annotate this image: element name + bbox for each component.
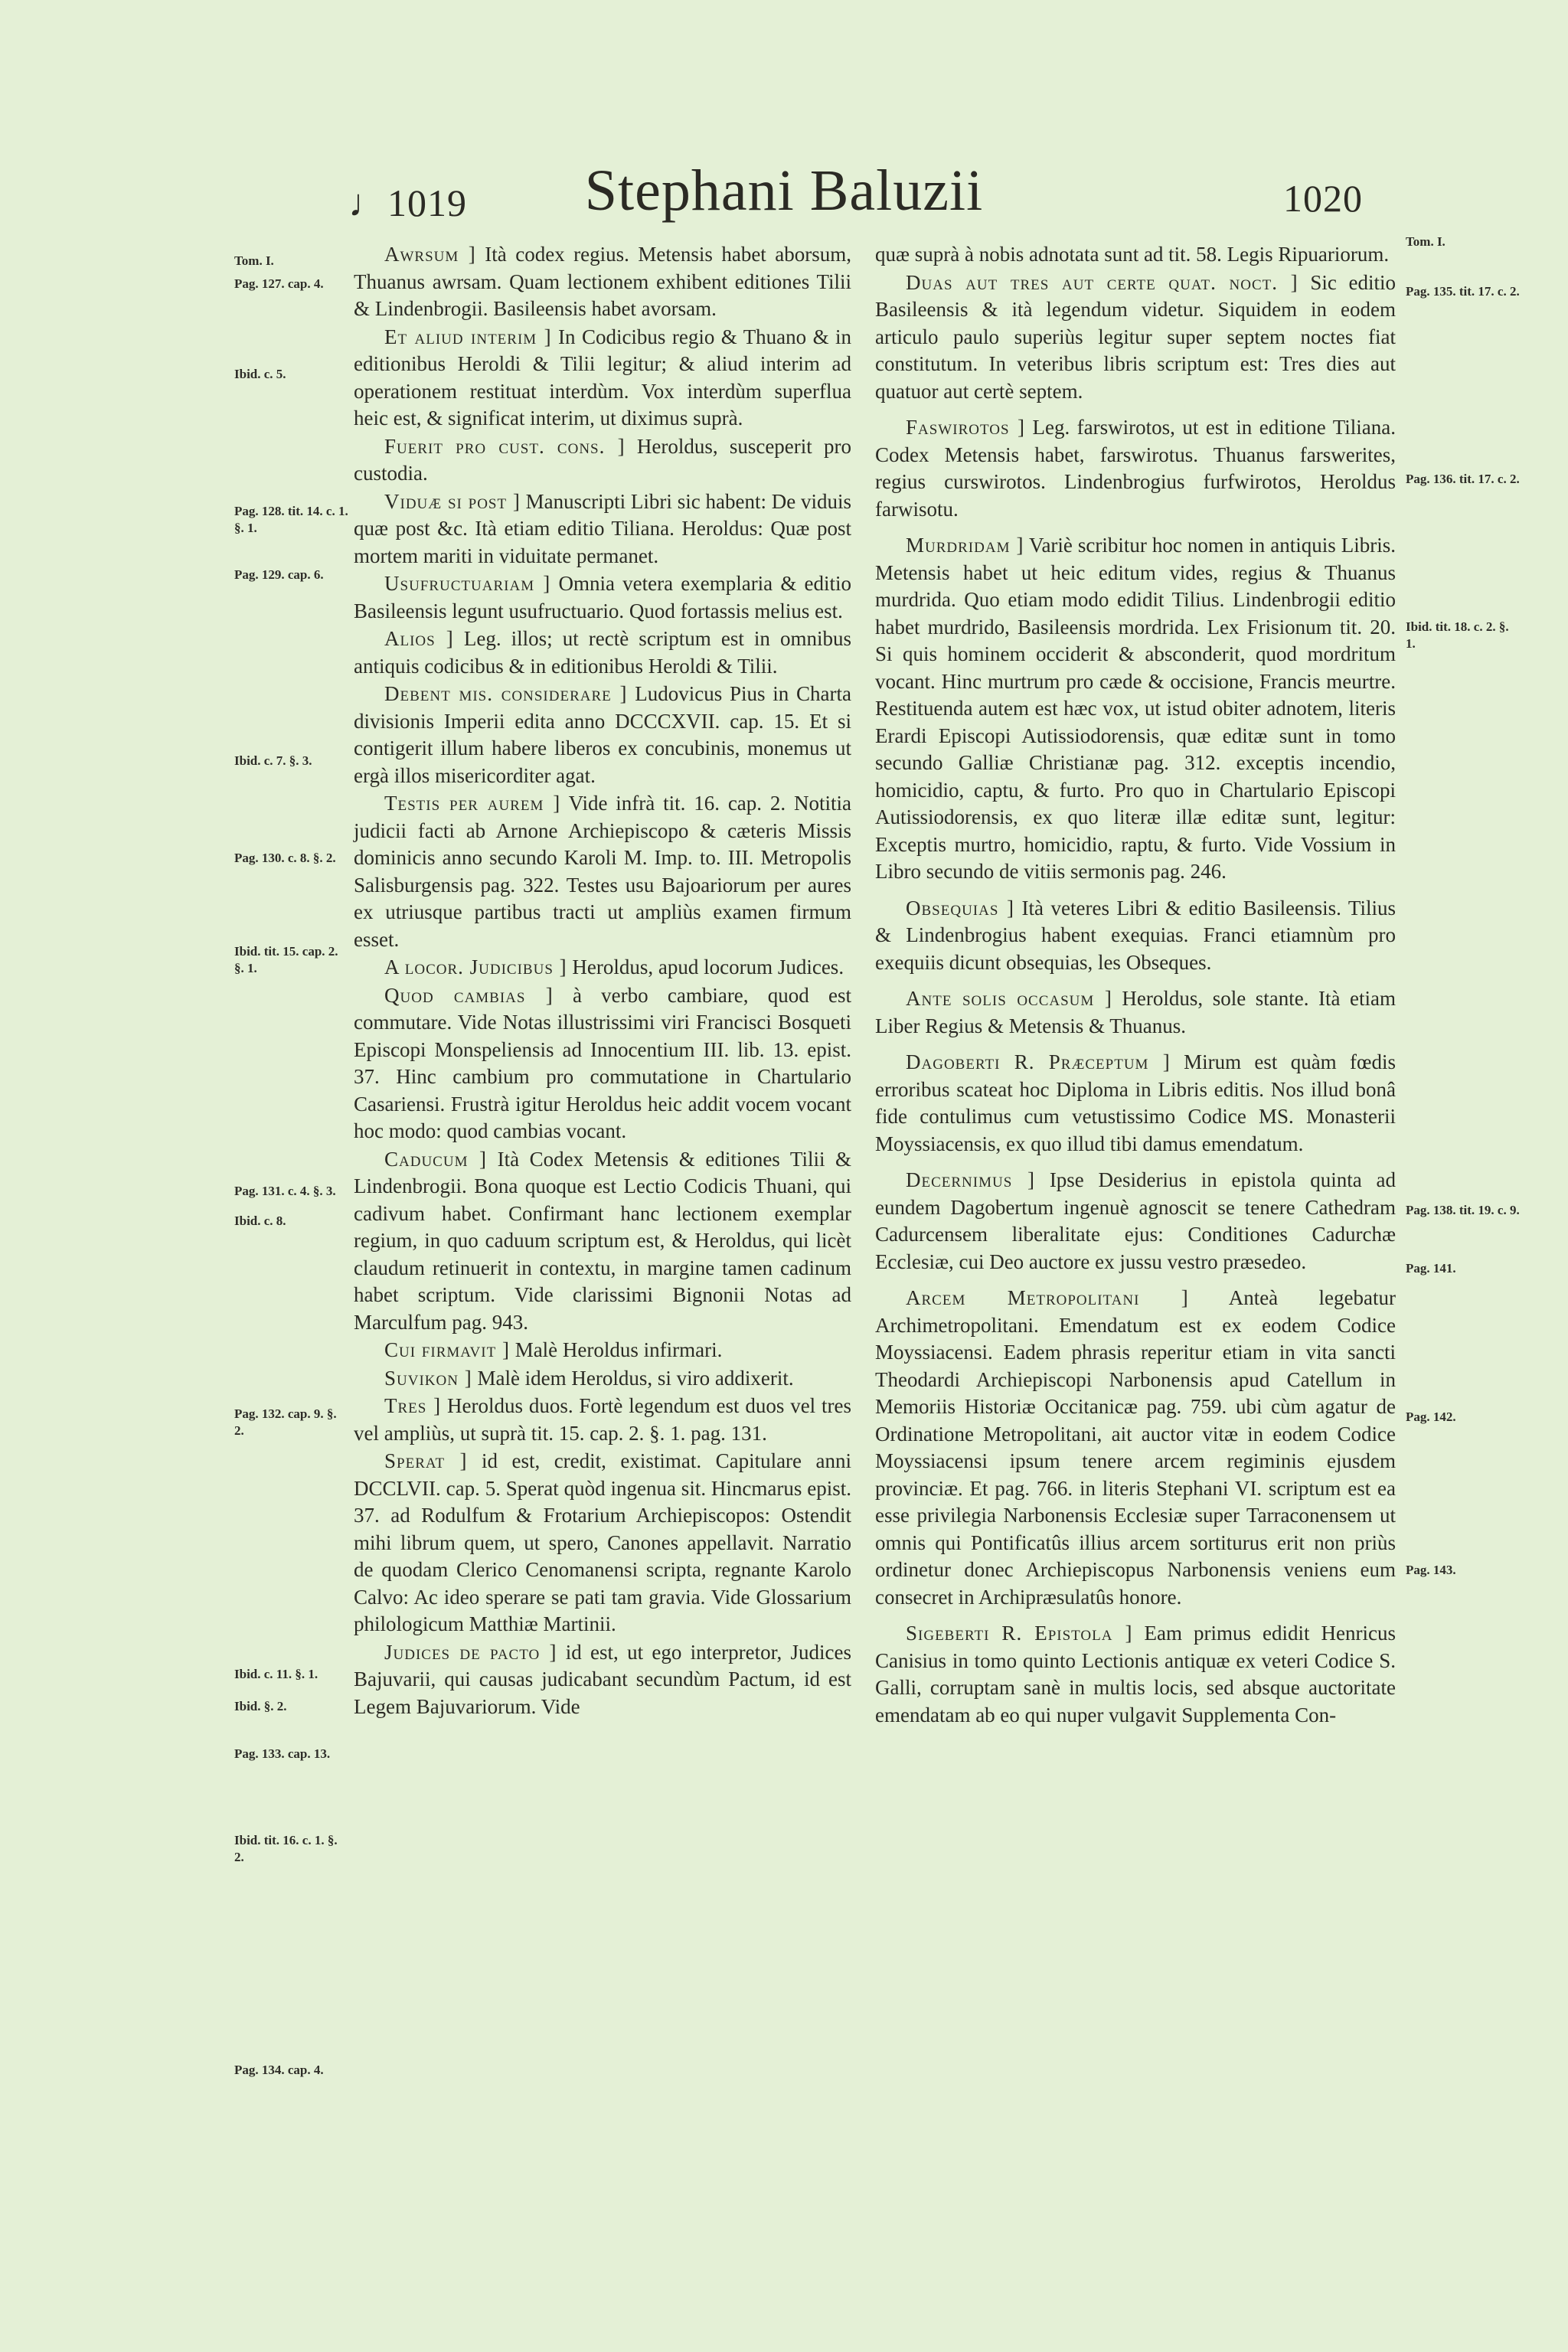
note-text: Heroldus, susceperit pro custodia. xyxy=(354,434,852,485)
lemma: Debent mis. considerare ] xyxy=(384,682,628,705)
margin-note: Tom. I. xyxy=(234,253,274,268)
note-text: Heroldus duos. Fortè legendum est duos vel tres vel ampliùs, ut suprà tit. 15. cap. 2. §. 1. pag. 131. xyxy=(354,1394,851,1445)
note-entry xyxy=(875,241,1396,269)
lemma: Alios ] xyxy=(384,627,454,650)
note-entry xyxy=(875,1620,1396,1729)
lemma: Arcem Metropolitani ] xyxy=(906,1286,1189,1309)
lemma: Cui firmavit ] xyxy=(384,1338,510,1361)
lemma: Obsequias ] xyxy=(906,896,1014,920)
margin-note: Ibid. §. 2. xyxy=(234,1699,287,1713)
note-entry xyxy=(354,324,851,433)
note-entry xyxy=(354,241,851,323)
note-entry xyxy=(354,1146,851,1337)
note-text: Leg. farswirotos, ut est in editione Tiliana. Codex Metensis habet, farswirotus. Thuanus farswerites, regius curswirotos. Lindenbrogius furfwirotos, Heroldus farwisotu. xyxy=(875,416,1396,521)
lemma: Decernimus ] xyxy=(906,1168,1036,1191)
note-entry xyxy=(875,414,1396,523)
note-entry xyxy=(354,433,851,488)
page-number-right: 1020 xyxy=(1283,177,1363,220)
lemma: Faswirotos ] xyxy=(906,416,1025,439)
lemma: Sigeberti R. Epistola ] xyxy=(906,1622,1133,1645)
margin-note: Ibid. c. 7. §. 3. xyxy=(234,753,312,768)
margin-note: Ibid. c. 11. §. 1. xyxy=(234,1667,318,1681)
lemma: Ante solis occasum ] xyxy=(906,987,1112,1010)
lemma: Testis per aurem ] xyxy=(384,792,561,815)
note-text: Anteà legebatur Archimetropolitani. Emendatum est ex eodem Codice Moyssiacensi. Eadem phrasis reperitur etiam in vita sancti Theodardi Archiepiscopi Narbonensis apud Catellum in Memoriis Historiæ Occitanicæ pag. 759. ubi cùm agatur de Ordinatione Metropolitani, ait auctor vitæ in eodem Codice Moyssiacensi ipsum tenere arcem regiminis ejusdem provinciæ. Et pag. 766. in literis Stephani VI. scriptum est ea esse privilegia Narbonensis Ecclesiæ super Tarraconensem ut omnis qui Pontificatûs illius arcem sortiturus erit non priùs ordinetur donec Archiepiscopus Narbonensis veniens eum consecret in Archipræsulatûs honore. xyxy=(875,1286,1396,1609)
margin-note: Pag. 138. tit. 19. c. 9. xyxy=(1406,1203,1520,1217)
lemma: Awrsum ] xyxy=(384,243,476,266)
lemma: A locor. Judicibus ] xyxy=(384,956,567,978)
lemma: Judices de pacto ] xyxy=(384,1640,557,1664)
margin-note: Pag. 142. xyxy=(1406,1410,1456,1424)
note-entry xyxy=(354,954,851,982)
margin-note: Pag. 131. c. 4. §. 3. xyxy=(234,1184,336,1198)
note-entry xyxy=(354,1337,851,1364)
lemma: Quod cambias ] xyxy=(384,983,554,1007)
margin-note: Pag. 129. cap. 6. xyxy=(234,567,324,582)
lemma: Usufructuariam ] xyxy=(384,572,551,595)
note-entry xyxy=(354,1639,851,1721)
lemma: Et aliud interim ] xyxy=(384,325,552,348)
margin-note: Pag. 127. cap. 4. xyxy=(234,276,324,291)
lemma: Duas aut tres aut certe quat. noct. ] xyxy=(906,270,1298,294)
margin-note: Ibid. tit. 16. c. 1. §. 2. xyxy=(234,1833,338,1864)
note-text: Heroldus, apud locorum Judices. xyxy=(572,956,844,978)
note-entry xyxy=(875,985,1396,1040)
note-entry xyxy=(875,270,1396,406)
text-column-right xyxy=(875,241,1396,1730)
note-text: id est, ut ego interpretor, Judices Bajuvarii, qui causas judicabant secundùm Pactum, id est Legem Bajuvariorum. Vide xyxy=(354,1640,851,1718)
note-text: Malè idem Heroldus, si viro addixerit. xyxy=(477,1366,794,1390)
note-text: Ipse Desiderius in epistola quinta ad eundem Dagobertum ingenuè agnoscit se tenere Cathedram Cadurcensem liberalitate ejus: Conditiones Cadurchæ Ecclesiæ, cui Deo auctore ex jussu vestro præsedeo. xyxy=(875,1168,1396,1273)
note-entry xyxy=(354,1393,851,1447)
note-text: Malè Heroldus infirmari. xyxy=(514,1338,723,1361)
note-text: Omnia vetera exemplaria & editio Basileensis legunt usufructuario. Quod fortassis melius est. xyxy=(354,572,852,622)
text-column-left xyxy=(354,241,851,1721)
note-entry xyxy=(354,626,851,680)
note-text: id est, credit, existimat. Capitulare anni DCCLVII. cap. 5. Sperat quòd ingenua sit. Hincmarus epist. 37. ad Rodulfum & Frotarium Archiepiscopos: Ostendit mihi librum quem, ut spero, Canones appellavit. Narratio de quodam Clerico Cenomanensi scripta, regnante Karolo Calvo: Ac ideo sperare se pati tam gravia. Vide Glossarium philologicum Matthiæ Martinii. xyxy=(354,1449,851,1635)
note-entry xyxy=(354,1365,851,1393)
margin-note: Pag. 134. cap. 4. xyxy=(234,2063,324,2077)
note-text: Eam primus edidit Henricus Canisius in tomo quinto Lectionis antiquæ ex veteri Codice S. Galli, corruptam sanè in multis locis, sed absque auctoritate emendatam ab eo qui nuper vulgavit Supplementa Con- xyxy=(875,1622,1396,1726)
note-text: Vide infrà tit. 16. cap. 2. Notitia judicii facti ab Arnone Archiepiscopo & cæteris Missis dominicis anno secundo Karoli M. Imp. to. III. Metropolis Salisburgensis pag. 322. Testes usu Bajoariorum per aures ex utriusque partibus tracti ut ampliùs examen firmum esset. xyxy=(354,792,851,951)
note-entry xyxy=(354,570,851,625)
note-entry xyxy=(354,1448,851,1638)
margin-note: Pag. 130. c. 8. §. 2. xyxy=(234,851,336,865)
margin-note: Ibid. c. 8. xyxy=(234,1214,286,1228)
note-text: Mirum est quàm fœdis erroribus scateat hoc Diploma in Libris editis. Nos illud bonâ fide contulimus cum vetustissimo Codice MS. Monasterii Moyssiacensis, ex quo illud tibi damus emendatum. xyxy=(875,1050,1396,1155)
page-number-left: ♩1019 xyxy=(348,181,467,224)
note-entry xyxy=(354,982,851,1145)
margin-note: Tom. I. xyxy=(1406,234,1446,249)
note-text: In Codicibus regio & Thuano & in editionibus Heroldi & Tilii legitur; & aliud interim ad operationem restituat interdùm. Vox interdùm superflua heic est, & significat interim, ut diximus suprà. xyxy=(354,325,852,430)
lemma: Suvikon ] xyxy=(384,1366,472,1390)
note-entry xyxy=(354,488,851,570)
lemma: Caducum ] xyxy=(384,1147,488,1171)
note-text: Ità Codex Metensis & editiones Tilii & Lindenbrogii. Bona quoque est Lectio Codicis Thuani, qui cadivum habet. Confirmant hanc lectionem exemplar regium, in quo caduum scriptum est, & Heroldus, qui licèt claudum retinuerit in contextu, in margine tamen cadinum habet scriptum. Vide clarissimi Bignonii Notas ad Marculfum pag. 943. xyxy=(354,1147,852,1334)
page-header xyxy=(0,153,1568,237)
margin-note: Pag. 143. xyxy=(1406,1563,1456,1577)
margin-note: Ibid. c. 5. xyxy=(234,367,286,381)
note-text: Ludovicus Pius in Charta divisionis Imperii edita anno DCCCXVII. cap. 15. Et si contigerit illum habere liberos ex concubinis, monemus ut ergà illos misericorditer agat. xyxy=(354,682,852,787)
note-text: à verbo cambiare, quod est commutare. Vide Notas illustrissimi viri Francisci Bosqueti Episcopi Monspeliensis ad Innocentium III. lib. 13. epist. 37. Hinc cambium pro commutatione in Chartulario Casariensi. Frustrà igitur Heroldus heic addit vocem vocant hoc modo: quod cambias vocant. xyxy=(354,983,851,1142)
note-text: Ità codex regius. Metensis habet aborsum, Thuanus awrsam. Quam lectionem exhibent editiones Tilii & Lindenbrogii. Basileensis habet avorsam. xyxy=(354,243,852,320)
note-text: Ità veteres Libri & editio Basileensis. Tilius & Lindenbrogius habent exequias. Franci etiamnùm pro exequiis dicunt obsequias, les Obseques. xyxy=(875,896,1396,974)
note-text: Heroldus, sole stante. Ità etiam Liber Regius & Metensis & Thuanus. xyxy=(875,987,1396,1037)
lemma: Murdridam ] xyxy=(906,534,1024,557)
note-text: Leg. illos; ut rectè scriptum est in omnibus antiquis codicibus & in editionibus Heroldi & Tilii. xyxy=(354,627,851,678)
lemma: Fuerit pro cust. cons. ] xyxy=(384,434,626,458)
margin-note: Pag. 128. tit. 14. c. 1. §. 1. xyxy=(234,504,348,535)
margin-note: Pag. 135. tit. 17. c. 2. xyxy=(1406,284,1520,299)
note-entry xyxy=(875,1285,1396,1611)
note-entry xyxy=(354,681,851,789)
margin-note: Pag. 141. xyxy=(1406,1261,1456,1276)
lemma: Tres ] xyxy=(384,1394,442,1417)
note-text: quæ suprà à nobis adnotata sunt ad tit. 58. Legis Ripuariorum. xyxy=(875,243,1390,266)
lemma: Dagoberti R. Præceptum ] xyxy=(906,1050,1171,1073)
margin-note: Ibid. tit. 15. cap. 2. §. 1. xyxy=(234,944,338,975)
margin-note: Pag. 132. cap. 9. §. 2. xyxy=(234,1406,337,1438)
note-text: Manuscripti Libri sic habent: De viduis quæ post &c. Ità etiam editio Tiliana. Heroldus: Quæ post mortem mariti in viduitate permanet. xyxy=(354,489,852,567)
margin-note: Pag. 136. tit. 17. c. 2. xyxy=(1406,472,1520,486)
note-text: Variè scribitur hoc nomen in antiquis Libris. Metensis habet ut heic editum vides, regius & Thuanus murdrida. Quo etiam modo edidit Tilius. Lindenbrogii editio habet murdrido, Basileensis mordrida. Lex Frisionum tit. 20. Si quis hominem occiderit & absconderit, quod mordritum vocant. Hinc murtrum pro cæde & occisione, Francis meurtre. Restituenda autem est hæc vox, ut istud obiter adnotem, literis Erardi Episcopi Autissiodorensis, quæ editæ sunt in tomo secundo Galliæ Christianæ pag. 312. exceptis incendio, homicidio, captu, & furto. Pro quo in Chartulario Episcopi Autissiodorensis, ex quo literæ illæ editæ sunt, legitur: Exceptis murtro, homicidio, raptu, & furto. Vide Vossium in Libro secundo de vitiis sermonis pag. 246. xyxy=(875,534,1396,883)
note-entry xyxy=(875,895,1396,977)
note-entry xyxy=(875,1167,1396,1276)
note-entry xyxy=(354,790,851,953)
running-title: Stephani Baluzii xyxy=(584,158,984,223)
note-text: Sic editio Basileensis & ità legendum videtur. Siquidem in eodem articulo paulo superiùs legitur super septem noctes fiat constitutum. In veteribus libris scriptum est: Tres dies aut quatuor aut certè septem. xyxy=(875,270,1396,403)
lemma: Sperat ] xyxy=(384,1449,468,1472)
note-entry xyxy=(875,1049,1396,1158)
margin-note: Ibid. tit. 18. c. 2. §. 1. xyxy=(1406,619,1509,651)
lemma: Viduæ si post ] xyxy=(384,489,521,513)
note-entry xyxy=(875,532,1396,886)
margin-note: Pag. 133. cap. 13. xyxy=(234,1746,331,1761)
